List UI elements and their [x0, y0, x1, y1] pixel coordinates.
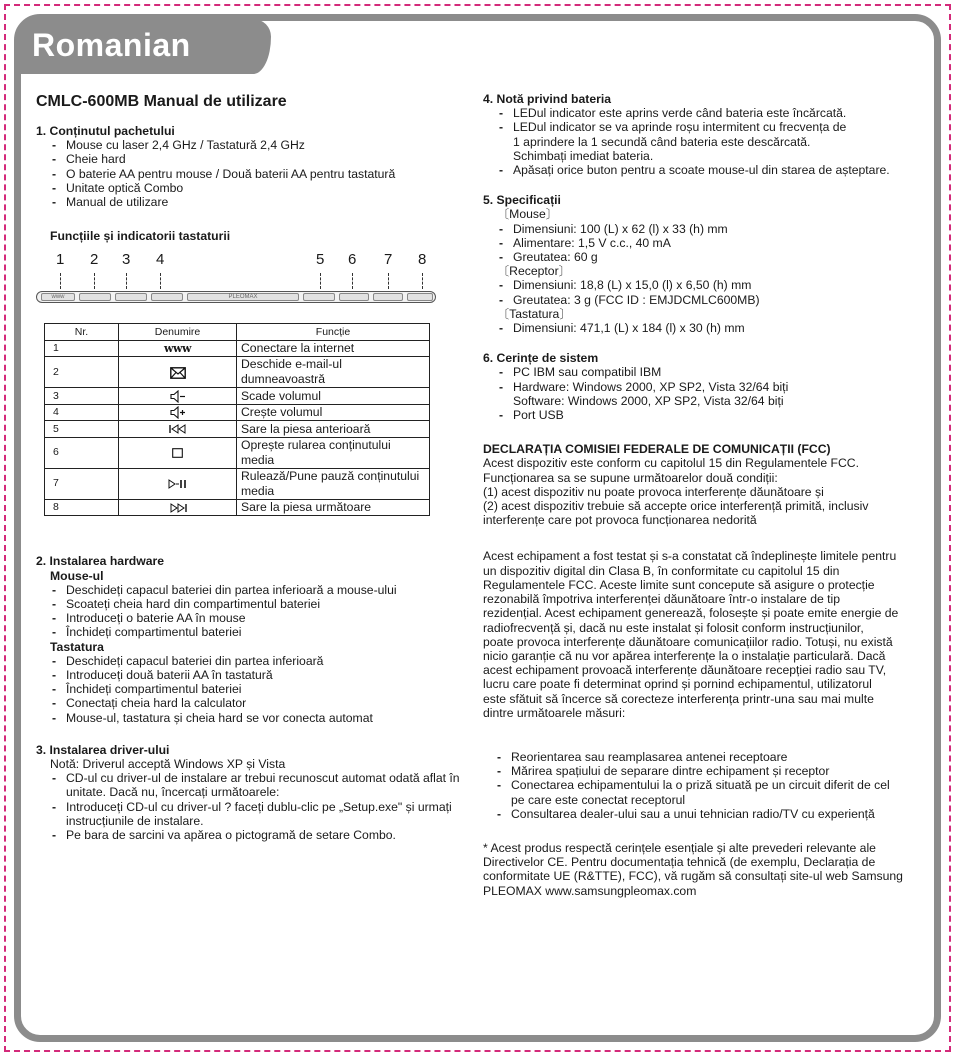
- table-header-function: Funcție: [237, 324, 430, 341]
- www-icon: www: [119, 340, 237, 357]
- table-row: [45, 437, 430, 468]
- list-item: - Închideți compartimentul bateriei: [52, 682, 466, 696]
- table-row: [45, 404, 430, 421]
- list-item: - Introduceți o baterie AA în mouse: [52, 611, 466, 625]
- list-item: - Deschideți capacul bateriei din partea inferioară: [52, 654, 466, 668]
- keyboard-hotkey-strip: [36, 291, 436, 303]
- manual-title: CMLC-600MB Manual de utilizare: [36, 93, 287, 110]
- keyboard-functions-title: Funcțiile și indicatorii tastaturii: [50, 229, 231, 244]
- row-function: Scade volumul: [237, 388, 430, 405]
- row-number: 7: [45, 468, 119, 499]
- section-driver-title: 3. Instalarea driver-ului: [36, 742, 170, 757]
- keyboard-key-numbers: [36, 253, 466, 271]
- list-item: - Greutatea: 3 g (FCC ID : EMJDCMLC600MB): [499, 293, 923, 307]
- list-item: - Pe bara de sarcini va apărea o pictogramă de setare Combo.: [52, 828, 466, 842]
- hotkey-prev: [303, 293, 335, 301]
- section-battery-title: 4. Notă privind bateria: [483, 92, 611, 106]
- language-tab-label: Romanian: [32, 27, 191, 63]
- driver-note: Notă: Driverul acceptă Windows XP și Vista: [50, 757, 286, 772]
- row-function: Deschide e-mail-ul dumneavoastră: [237, 357, 430, 388]
- row-number: 3: [45, 388, 119, 405]
- list-item: - Mouse-ul, tastatura și cheia hard se vor conecta automat: [52, 711, 466, 725]
- table-row: [45, 357, 430, 388]
- key-number: 8: [418, 251, 427, 269]
- list-item: - Introduceți două baterii AA în tastatură: [52, 668, 466, 682]
- package-contents-list: [36, 138, 466, 209]
- row-number: 1: [45, 340, 119, 357]
- spec-keyboard-label: 〔Tastatura〕: [497, 306, 572, 321]
- section-hardware-title: 2. Instalarea hardware: [36, 554, 165, 569]
- list-item: - Manual de utilizare: [52, 195, 466, 209]
- list-item: - Conectați cheia hard la calculator: [52, 696, 466, 710]
- key-number: 7: [384, 251, 393, 269]
- language-tab: [19, 19, 271, 74]
- hotkey-next: [407, 293, 433, 301]
- mouse-install-list: [36, 583, 466, 640]
- list-item: - Dimensiuni: 471,1 (L) x 184 (l) x 30 (h) mm: [499, 321, 923, 335]
- list-item: - Cheie hard: [52, 152, 466, 166]
- ce-compliance-note: * Acest produs respectă cerințele esențiale și alte prevederi relevante ale Directivelor CE. Pentru documentația tehnică (de exemplu, Declarația de conformitate UE (R&TTE), FCC), vă rugăm să consultați site-ul web Samsung PLEOMAX www.samsungpleomax.com: [483, 840, 903, 898]
- right-column: [483, 92, 923, 898]
- left-column: [36, 92, 466, 842]
- previous-track-icon: [119, 421, 237, 438]
- key-number: 1: [56, 251, 65, 269]
- list-item: - Apăsați orice buton pentru a scoate mouse-ul din starea de așteptare.: [499, 163, 923, 177]
- list-item: - Închideți compartimentul bateriei: [52, 625, 466, 639]
- subsection-keyboard-title: Tastatura: [50, 639, 104, 654]
- key-function-table: [44, 323, 430, 516]
- list-item: - Deschideți capacul bateriei din partea inferioară a mouse-ului: [52, 583, 466, 597]
- envelope-icon: [119, 357, 237, 388]
- row-function: Crește volumul: [237, 404, 430, 421]
- key-number: 6: [348, 251, 357, 269]
- list-item: - LEDul indicator se va aprinde roșu intermitent cu frecvența de 1 aprindere la 1 secundă când bateria este descărcată. Schimbați imediat bateria.: [499, 120, 923, 163]
- play-pause-icon: [119, 468, 237, 499]
- row-function: Rulează/Pune pauză conținutului media: [237, 468, 430, 499]
- next-track-icon: [119, 499, 237, 516]
- table-row: [45, 499, 430, 516]
- row-function: Sare la piesa următoare: [237, 499, 430, 516]
- list-item: - Unitate optică Combo: [52, 181, 466, 195]
- volume-down-icon: [119, 388, 237, 405]
- hotkey-mail: [79, 293, 111, 301]
- table-row: [45, 340, 430, 357]
- hotkey-vol-up: [151, 293, 183, 301]
- fcc-title: DECLARAȚIA COMISIEI FEDERALE DE COMUNICAȚII (FCC): [483, 442, 831, 457]
- table-row: [45, 388, 430, 405]
- hotkey-vol-down: [115, 293, 147, 301]
- row-number: 4: [45, 404, 119, 421]
- key-number: 4: [156, 251, 165, 269]
- row-function: Conectare la internet: [237, 340, 430, 357]
- volume-up-icon: [119, 404, 237, 421]
- list-item: - PC IBM sau compatibil IBM: [499, 365, 923, 379]
- list-item: - Hardware: Windows 2000, XP SP2, Vista 32/64 biți Software: Windows 2000, XP SP2, Vista 32/64 biți: [499, 380, 923, 408]
- hotkey-stop: [339, 293, 369, 301]
- list-item: - Scoateți cheia hard din compartimentul bateriei: [52, 597, 466, 611]
- row-number: 5: [45, 421, 119, 438]
- hotkey-www: www: [41, 293, 75, 301]
- driver-install-list: [36, 771, 466, 842]
- table-row: [45, 468, 430, 499]
- list-item: - Dimensiuni: 100 (L) x 62 (l) x 33 (h) mm: [499, 222, 923, 236]
- table-header-name: Denumire: [119, 324, 237, 341]
- list-item: - Conectarea echipamentului la o priză situată pe un circuit diferit de cel pe care este conectat receptorul: [497, 778, 923, 806]
- system-requirements-list: [483, 365, 923, 422]
- list-item: - Port USB: [499, 408, 923, 422]
- battery-note-list: [483, 106, 923, 177]
- list-item: - Dimensiuni: 18,8 (L) x 15,0 (l) x 6,50 (h) mm: [499, 278, 923, 292]
- section-package-title: 1. Conținutul pachetului: [36, 124, 175, 138]
- spec-mouse-label: 〔Mouse〕: [497, 207, 558, 222]
- keyboard-install-list: [36, 654, 466, 725]
- row-function: Oprește rularea conținutului media: [237, 437, 430, 468]
- fcc-paragraph-1: Acest dispozitiv este conform cu capitolul 15 din Regulamentele FCC. Funcționarea sa se supune următoarelor două condiții: (1) acest dispozitiv nu poate provoca interferențe dăunătoare și (2) acest dispozitiv trebuie să accepte orice interferență primită, inclusiv interferențe care pot provoca funcționarea nedorită: [483, 456, 869, 528]
- list-item: - O baterie AA pentru mouse / Două baterii AA pentru tastatură: [52, 167, 466, 181]
- list-item: - Greutatea: 60 g: [499, 250, 923, 264]
- row-number: 2: [45, 357, 119, 388]
- key-number: 5: [316, 251, 325, 269]
- table-row: [45, 421, 430, 438]
- list-item: - CD-ul cu driver-ul de instalare ar trebui recunoscut automat odată aflat în unitate. Dacă nu, încercați următoarele:: [52, 771, 466, 799]
- spec-mouse-list: [483, 222, 923, 265]
- row-number: 6: [45, 437, 119, 468]
- spec-receiver-list: [483, 278, 923, 306]
- list-item: - Alimentare: 1,5 V c.c., 40 mA: [499, 236, 923, 250]
- list-item: - Reorientarea sau reamplasarea antenei receptoare: [497, 750, 923, 764]
- key-number: 2: [90, 251, 99, 269]
- list-item: - Introduceți CD-ul cu driver-ul ? faceți dublu-clic pe „Setup.exe" și urmați instrucțiunile de instalare.: [52, 800, 466, 828]
- section-specs-title: 5. Specificații: [483, 193, 561, 208]
- section-system-title: 6. Cerințe de sistem: [483, 351, 599, 366]
- stop-icon: [119, 437, 237, 468]
- spec-receiver-label: 〔Receptor〕: [497, 264, 571, 279]
- keyboard-leader-lines: [36, 271, 466, 291]
- fcc-paragraph-2: Acest echipament a fost testat și s-a constatat că îndeplinește limitele pentru un dispozitiv digital din Clasa B, în conformitate cu capitolul 15 din Regulamentele FCC. Aceste limite sunt concepute să asigure o protecție rezonabilă împotriva interferenței dăunătoare într-o instalare de tip rezidențial. Acest echipament generează, folosește și poate emite energie de radiofrecvență și, dacă nu este instalat și folosit conform instrucțiunilor, poate provoca interferențe dăunătoare comunicațiilor radio. Totuși, nu există nicio garanție că nu vor apărea interferențe la o instalație particulară. Dacă acest echipament provoacă interferențe dăunătoare recepției radio sau TV, lucru care poate fi determinat oprind și pornind echipamentul, utilizatorul este sfătuit să încerce să corecteze interferența printr-una sau mai multe dintre următoarele măsuri:: [483, 549, 899, 720]
- key-number: 3: [122, 251, 131, 269]
- subsection-mouse-title: Mouse-ul: [50, 568, 104, 583]
- row-function: Sare la piesa anterioară: [237, 421, 430, 438]
- hotkey-play: [373, 293, 403, 301]
- row-number: 8: [45, 499, 119, 516]
- list-item: - LEDul indicator este aprins verde când bateria este încărcată.: [499, 106, 923, 120]
- spec-keyboard-list: [483, 321, 923, 335]
- list-item: - Consultarea dealer-ului sau a unui tehnician radio/TV cu experiență: [497, 807, 923, 821]
- list-item: - Mouse cu laser 2,4 GHz / Tastatură 2,4 GHz: [52, 138, 466, 152]
- hotkey-strip-brand: PLEOMAX: [187, 293, 299, 301]
- table-header-nr: Nr.: [45, 324, 119, 341]
- list-item: - Mărirea spațiului de separare dintre echipament și receptor: [497, 764, 923, 778]
- fcc-measures-list: [483, 750, 923, 821]
